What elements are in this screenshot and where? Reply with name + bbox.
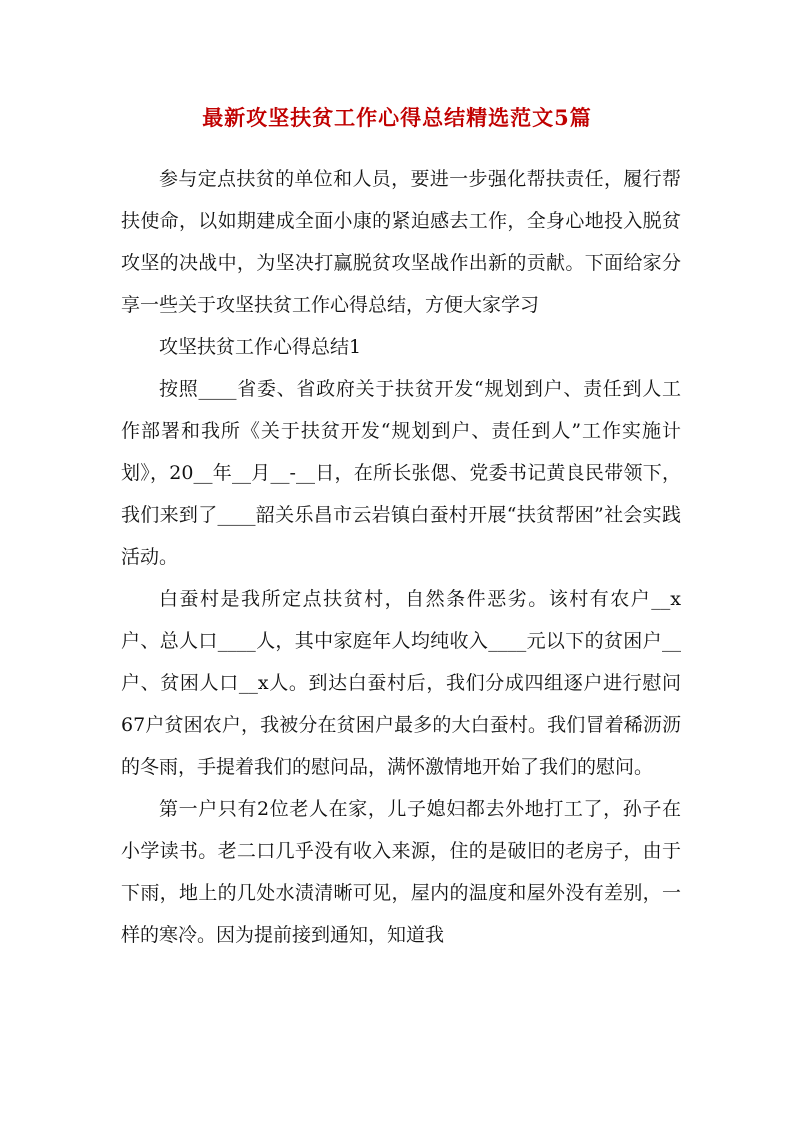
document-title: 最新攻坚扶贫工作心得总结精选范文5篇 [202, 105, 592, 130]
paragraph: 按照____省委、省政府关于扶贫开发“规划到户、责任到人工作部署和我所《关于扶贫开发“规划到户、责任到人”工作实施计划》，20__年__月__-__日，在所长张偲、党委书记黄良民带领下，我们来到了____韶关乐昌市云岩镇白蚕村开展“扶贫帮困”社会实践活动。 [121, 378, 681, 568]
section-heading: 攻坚扶贫工作心得总结1 [159, 336, 362, 358]
document-body [121, 158, 681, 956]
paragraph: 白蚕村是我所定点扶贫村，自然条件恶劣。该村有农户__x户、总人口____人，其中家庭年人均纯收入____元以下的贫困户__户、贫困人口__x人。到达白蚕村后，我们分成四组逐户进行慰问67户贫困农户，我被分在贫困户最多的大白蚕村。我们冒着稀沥沥的冬雨，手提着我们的慰问品，满怀激情地开始了我们的慰问。 [121, 588, 681, 778]
paragraph: 第一户只有2位老人在家，儿子媳妇都去外地打工了，孙子在小学读书。老二口几乎没有收入来源，住的是破旧的老房子，由于下雨，地上的几处水渍清晰可见，屋内的温度和屋外没有差别，一样的寒冷。因为提前接到通知，知道我 [121, 798, 681, 946]
paragraph-intro: 参与定点扶贫的单位和人员，要进一步强化帮扶责任，履行帮扶使命，以如期建成全面小康的紧迫感去工作，全身心地投入脱贫攻坚的决战中，为坚决打赢脱贫攻坚战作出新的贡献。下面给家分享一些关于攻坚扶贫工作心得总结，方便大家学习 [121, 168, 681, 316]
